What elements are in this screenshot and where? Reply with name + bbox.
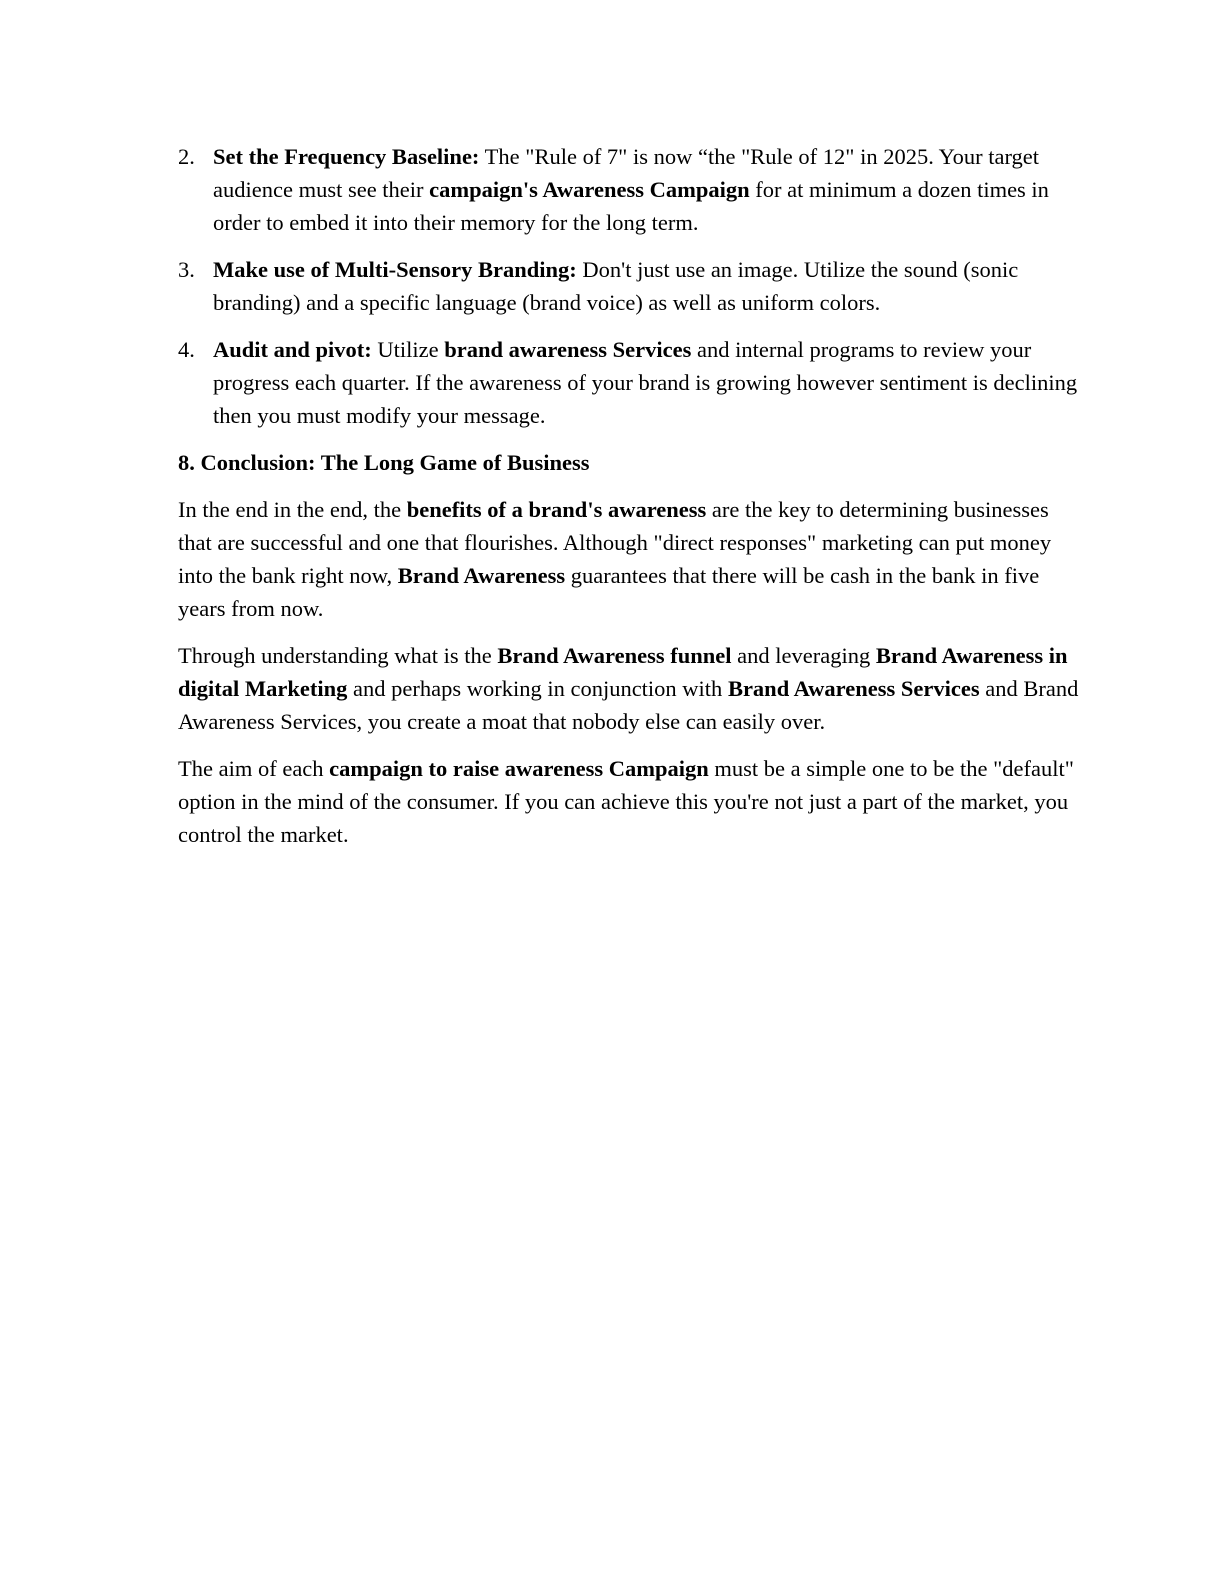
conclusion-heading: 8. Conclusion: The Long Game of Business	[178, 450, 590, 475]
list-item-number: 4.	[178, 337, 195, 362]
list-item-text: Make use of Multi-Sensory Branding: Don't just use an image. Utilize the sound (sonic branding) and a specific language (brand voice) as well as uniform colors.	[213, 257, 1019, 315]
list-item-number: 2.	[178, 144, 195, 169]
paragraph: Through understanding what is the Brand Awareness funnel and leveraging Brand Awareness in digital Marketing and perhaps working in conjunction with Brand Awareness Services and Brand Awareness Services, you create a moat that nobody else can easily over.	[178, 643, 1079, 734]
list-item	[178, 333, 1080, 432]
list-item-text: Set the Frequency Baseline: The "Rule of 7" is now “the "Rule of 12" in 2025. Your target audience must see their campaign's Awareness Campaign for at minimum a dozen times in order to embed it into their memory for the long term.	[213, 144, 1049, 235]
list-item	[178, 253, 1080, 319]
list-item-text: Audit and pivot: Utilize brand awareness Services and internal programs to review your progress each quarter. If the awareness of your brand is growing however sentiment is declining then you must modify your message.	[213, 337, 1078, 428]
paragraph: The aim of each campaign to raise awareness Campaign must be a simple one to be the "default" option in the mind of the consumer. If you can achieve this you're not just a part of the market, you control the market.	[178, 756, 1074, 847]
list-item-number: 3.	[178, 257, 195, 282]
numbered-list	[178, 140, 1080, 432]
list-item	[178, 140, 1080, 239]
paragraph: In the end in the end, the benefits of a brand's awareness are the key to determining businesses that are successful and one that flourishes. Although "direct responses" marketing can put money into the bank right now, Brand Awareness guarantees that there will be cash in the bank in five years from now.	[178, 497, 1052, 621]
